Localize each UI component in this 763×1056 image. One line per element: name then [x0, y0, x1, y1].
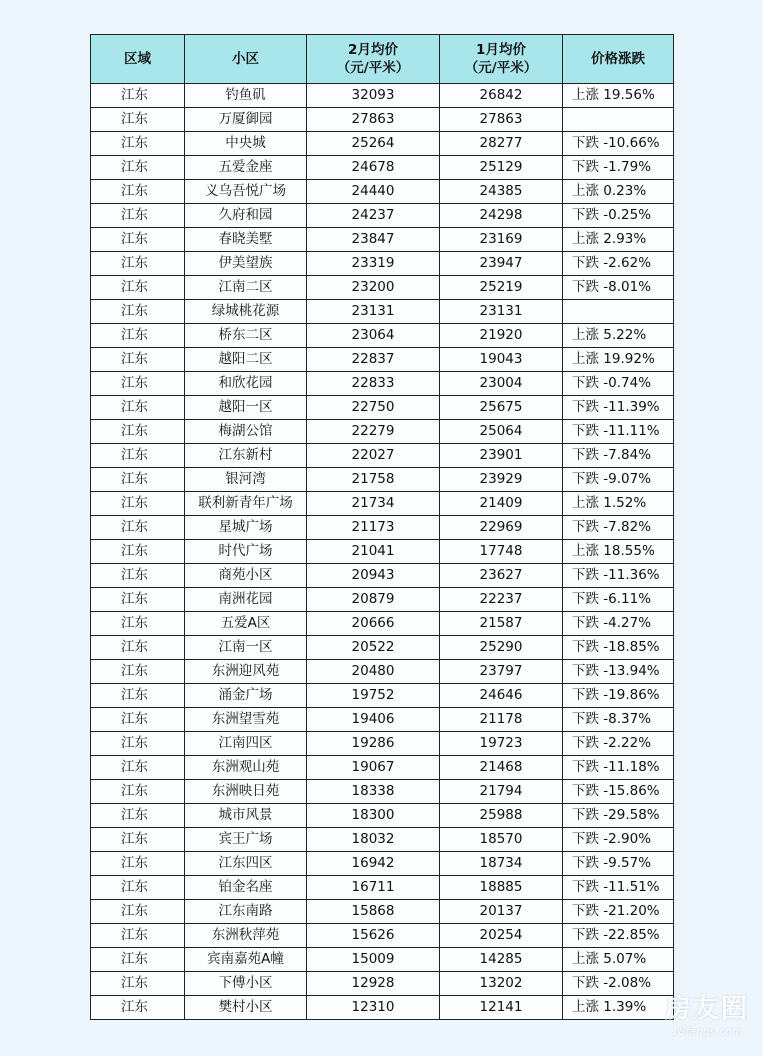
cell-community: 钓鱼矶 [185, 84, 307, 108]
table-row [91, 708, 674, 732]
cell-change: 上涨 19.92% [563, 348, 674, 372]
cell-jan-price: 21920 [440, 324, 563, 348]
cell-region: 江东 [91, 612, 185, 636]
cell-change: 上涨 1.39% [563, 996, 674, 1020]
cell-region: 江东 [91, 948, 185, 972]
cell-change: 下跌 -13.94% [563, 660, 674, 684]
table-row [91, 108, 674, 132]
cell-region: 江东 [91, 996, 185, 1020]
cell-region: 江东 [91, 228, 185, 252]
table-row [91, 468, 674, 492]
table-row [91, 300, 674, 324]
cell-jan-price: 20254 [440, 924, 563, 948]
cell-feb-price: 18338 [307, 780, 440, 804]
cell-change: 下跌 -9.57% [563, 852, 674, 876]
cell-change: 下跌 -11.11% [563, 420, 674, 444]
cell-community: 久府和园 [185, 204, 307, 228]
table-row [91, 660, 674, 684]
cell-region: 江东 [91, 180, 185, 204]
table-row [91, 132, 674, 156]
cell-feb-price: 18300 [307, 804, 440, 828]
cell-change: 下跌 -19.86% [563, 684, 674, 708]
cell-community: 中央城 [185, 132, 307, 156]
cell-region: 江东 [91, 300, 185, 324]
cell-change: 下跌 -11.18% [563, 756, 674, 780]
cell-jan-price: 23901 [440, 444, 563, 468]
cell-community: 东洲观山苑 [185, 756, 307, 780]
cell-community: 星城广场 [185, 516, 307, 540]
cell-region: 江东 [91, 492, 185, 516]
cell-change: 下跌 -4.27% [563, 612, 674, 636]
cell-jan-price: 25129 [440, 156, 563, 180]
cell-community: 江东新村 [185, 444, 307, 468]
cell-jan-price: 18570 [440, 828, 563, 852]
header-community: 小区 [185, 35, 307, 84]
cell-change: 上涨 19.56% [563, 84, 674, 108]
cell-region: 江东 [91, 252, 185, 276]
cell-jan-price: 21409 [440, 492, 563, 516]
table-row [91, 852, 674, 876]
watermark-domain: 18fangs.com [671, 1025, 743, 1038]
cell-community: 宾王广场 [185, 828, 307, 852]
table-row [91, 900, 674, 924]
cell-region: 江东 [91, 420, 185, 444]
cell-change: 上涨 5.07% [563, 948, 674, 972]
cell-feb-price: 20879 [307, 588, 440, 612]
cell-region: 江东 [91, 324, 185, 348]
cell-feb-price: 24678 [307, 156, 440, 180]
cell-community: 涌金广场 [185, 684, 307, 708]
cell-region: 江东 [91, 204, 185, 228]
table-row [91, 924, 674, 948]
cell-community: 城市风景 [185, 804, 307, 828]
cell-jan-price: 23131 [440, 300, 563, 324]
table-header-row [91, 35, 674, 84]
cell-region: 江东 [91, 396, 185, 420]
cell-jan-price: 26842 [440, 84, 563, 108]
cell-region: 江东 [91, 564, 185, 588]
cell-region: 江东 [91, 684, 185, 708]
table-row [91, 156, 674, 180]
cell-feb-price: 23319 [307, 252, 440, 276]
cell-jan-price: 23004 [440, 372, 563, 396]
cell-jan-price: 22237 [440, 588, 563, 612]
cell-feb-price: 22833 [307, 372, 440, 396]
cell-change: 上涨 18.55% [563, 540, 674, 564]
cell-region: 江东 [91, 84, 185, 108]
cell-feb-price: 20666 [307, 612, 440, 636]
cell-feb-price: 21734 [307, 492, 440, 516]
cell-change: 下跌 -2.08% [563, 972, 674, 996]
cell-jan-price: 21587 [440, 612, 563, 636]
table-row [91, 204, 674, 228]
cell-region: 江东 [91, 540, 185, 564]
cell-feb-price: 27863 [307, 108, 440, 132]
cell-region: 江东 [91, 708, 185, 732]
cell-community: 五爱金座 [185, 156, 307, 180]
cell-feb-price: 20943 [307, 564, 440, 588]
cell-region: 江东 [91, 132, 185, 156]
cell-feb-price: 19067 [307, 756, 440, 780]
table-row [91, 540, 674, 564]
cell-region: 江东 [91, 780, 185, 804]
cell-change: 上涨 0.23% [563, 180, 674, 204]
cell-jan-price: 23929 [440, 468, 563, 492]
cell-community: 南洲花园 [185, 588, 307, 612]
table-row [91, 324, 674, 348]
cell-community: 东洲秋萍苑 [185, 924, 307, 948]
cell-community: 义乌吾悦广场 [185, 180, 307, 204]
cell-region: 江东 [91, 348, 185, 372]
table-row [91, 564, 674, 588]
table-row [91, 756, 674, 780]
cell-region: 江东 [91, 276, 185, 300]
cell-feb-price: 20522 [307, 636, 440, 660]
cell-community: 江东四区 [185, 852, 307, 876]
table-row [91, 588, 674, 612]
cell-change [563, 108, 674, 132]
table-row [91, 828, 674, 852]
table-row [91, 180, 674, 204]
cell-jan-price: 21468 [440, 756, 563, 780]
cell-jan-price: 18885 [440, 876, 563, 900]
table-row [91, 804, 674, 828]
cell-community: 绿城桃花源 [185, 300, 307, 324]
cell-region: 江东 [91, 588, 185, 612]
table-row [91, 348, 674, 372]
cell-change: 下跌 -0.74% [563, 372, 674, 396]
cell-feb-price: 22750 [307, 396, 440, 420]
cell-feb-price: 24237 [307, 204, 440, 228]
cell-change: 下跌 -8.01% [563, 276, 674, 300]
cell-feb-price: 22279 [307, 420, 440, 444]
table-row [91, 492, 674, 516]
cell-community: 越阳一区 [185, 396, 307, 420]
cell-feb-price: 12310 [307, 996, 440, 1020]
cell-feb-price: 19752 [307, 684, 440, 708]
cell-feb-price: 12928 [307, 972, 440, 996]
cell-feb-price: 19286 [307, 732, 440, 756]
header-region: 区域 [91, 35, 185, 84]
cell-jan-price: 20137 [440, 900, 563, 924]
cell-change: 下跌 -0.25% [563, 204, 674, 228]
header-jan-price: 1月均价 （元/平米） [440, 35, 563, 84]
cell-community: 万厦御园 [185, 108, 307, 132]
table-row [91, 876, 674, 900]
cell-change: 下跌 -11.36% [563, 564, 674, 588]
table-row [91, 732, 674, 756]
cell-community: 江南一区 [185, 636, 307, 660]
cell-feb-price: 21173 [307, 516, 440, 540]
cell-feb-price: 23131 [307, 300, 440, 324]
cell-region: 江东 [91, 732, 185, 756]
table-row [91, 972, 674, 996]
cell-jan-price: 18734 [440, 852, 563, 876]
price-table-container [90, 34, 673, 1020]
watermark-logo-text: 房友圈 [664, 994, 749, 1024]
cell-feb-price: 21758 [307, 468, 440, 492]
cell-region: 江东 [91, 108, 185, 132]
cell-change: 下跌 -18.85% [563, 636, 674, 660]
header-change: 价格涨跌 [563, 35, 674, 84]
cell-feb-price: 16942 [307, 852, 440, 876]
cell-feb-price: 20480 [307, 660, 440, 684]
cell-community: 伊美望族 [185, 252, 307, 276]
cell-change: 下跌 -11.51% [563, 876, 674, 900]
cell-feb-price: 23064 [307, 324, 440, 348]
cell-community: 铂金名座 [185, 876, 307, 900]
cell-change: 下跌 -2.22% [563, 732, 674, 756]
cell-community: 春晓美墅 [185, 228, 307, 252]
price-table [90, 34, 674, 1020]
cell-change: 上涨 2.93% [563, 228, 674, 252]
cell-community: 联利新青年广场 [185, 492, 307, 516]
cell-community: 樊村小区 [185, 996, 307, 1020]
cell-jan-price: 25290 [440, 636, 563, 660]
cell-region: 江东 [91, 900, 185, 924]
cell-jan-price: 24298 [440, 204, 563, 228]
cell-jan-price: 25988 [440, 804, 563, 828]
cell-feb-price: 15868 [307, 900, 440, 924]
cell-change [563, 300, 674, 324]
table-row [91, 636, 674, 660]
cell-change: 下跌 -7.82% [563, 516, 674, 540]
cell-feb-price: 22027 [307, 444, 440, 468]
table-row [91, 444, 674, 468]
table-row [91, 252, 674, 276]
cell-jan-price: 27863 [440, 108, 563, 132]
cell-region: 江东 [91, 828, 185, 852]
cell-region: 江东 [91, 876, 185, 900]
cell-change: 下跌 -10.66% [563, 132, 674, 156]
cell-feb-price: 15626 [307, 924, 440, 948]
cell-jan-price: 28277 [440, 132, 563, 156]
cell-change: 下跌 -6.11% [563, 588, 674, 612]
table-row [91, 396, 674, 420]
cell-region: 江东 [91, 972, 185, 996]
cell-region: 江东 [91, 444, 185, 468]
table-row [91, 996, 674, 1020]
cell-change: 下跌 -7.84% [563, 444, 674, 468]
cell-change: 下跌 -9.07% [563, 468, 674, 492]
cell-region: 江东 [91, 660, 185, 684]
cell-community: 和欣花园 [185, 372, 307, 396]
cell-feb-price: 25264 [307, 132, 440, 156]
table-row [91, 684, 674, 708]
cell-community: 越阳二区 [185, 348, 307, 372]
cell-region: 江东 [91, 804, 185, 828]
cell-jan-price: 14285 [440, 948, 563, 972]
cell-jan-price: 23797 [440, 660, 563, 684]
cell-region: 江东 [91, 852, 185, 876]
cell-jan-price: 23627 [440, 564, 563, 588]
cell-feb-price: 22837 [307, 348, 440, 372]
cell-jan-price: 25064 [440, 420, 563, 444]
site-watermark [665, 988, 749, 1038]
cell-community: 时代广场 [185, 540, 307, 564]
cell-change: 下跌 -2.62% [563, 252, 674, 276]
cell-jan-price: 23169 [440, 228, 563, 252]
cell-jan-price: 23947 [440, 252, 563, 276]
cell-community: 江南二区 [185, 276, 307, 300]
cell-jan-price: 21178 [440, 708, 563, 732]
cell-change: 下跌 -8.37% [563, 708, 674, 732]
table-row [91, 372, 674, 396]
cell-change: 下跌 -22.85% [563, 924, 674, 948]
cell-region: 江东 [91, 924, 185, 948]
cell-region: 江东 [91, 756, 185, 780]
cell-change: 下跌 -21.20% [563, 900, 674, 924]
cell-community: 东洲迎风苑 [185, 660, 307, 684]
cell-feb-price: 19406 [307, 708, 440, 732]
table-row [91, 276, 674, 300]
cell-jan-price: 24385 [440, 180, 563, 204]
cell-feb-price: 18032 [307, 828, 440, 852]
cell-region: 江东 [91, 516, 185, 540]
table-row [91, 612, 674, 636]
cell-change: 下跌 -2.90% [563, 828, 674, 852]
table-row [91, 420, 674, 444]
cell-community: 江南四区 [185, 732, 307, 756]
cell-jan-price: 19043 [440, 348, 563, 372]
table-row [91, 516, 674, 540]
cell-community: 东洲望雪苑 [185, 708, 307, 732]
cell-community: 东洲映日苑 [185, 780, 307, 804]
cell-feb-price: 16711 [307, 876, 440, 900]
table-row [91, 84, 674, 108]
cell-community: 下傅小区 [185, 972, 307, 996]
header-feb-price: 2月均价 （元/平米） [307, 35, 440, 84]
cell-region: 江东 [91, 636, 185, 660]
cell-jan-price: 12141 [440, 996, 563, 1020]
cell-jan-price: 17748 [440, 540, 563, 564]
cell-jan-price: 21794 [440, 780, 563, 804]
cell-jan-price: 25219 [440, 276, 563, 300]
cell-community: 商苑小区 [185, 564, 307, 588]
table-row [91, 948, 674, 972]
cell-community: 江东南路 [185, 900, 307, 924]
cell-jan-price: 13202 [440, 972, 563, 996]
cell-change: 下跌 -1.79% [563, 156, 674, 180]
cell-jan-price: 24646 [440, 684, 563, 708]
cell-feb-price: 23847 [307, 228, 440, 252]
cell-feb-price: 23200 [307, 276, 440, 300]
table-row [91, 780, 674, 804]
cell-change: 下跌 -15.86% [563, 780, 674, 804]
cell-region: 江东 [91, 156, 185, 180]
table-row [91, 228, 674, 252]
cell-jan-price: 19723 [440, 732, 563, 756]
cell-change: 上涨 1.52% [563, 492, 674, 516]
cell-community: 桥东二区 [185, 324, 307, 348]
cell-change: 下跌 -11.39% [563, 396, 674, 420]
cell-jan-price: 25675 [440, 396, 563, 420]
cell-feb-price: 24440 [307, 180, 440, 204]
cell-community: 银河湾 [185, 468, 307, 492]
cell-region: 江东 [91, 468, 185, 492]
cell-jan-price: 22969 [440, 516, 563, 540]
cell-change: 上涨 5.22% [563, 324, 674, 348]
cell-community: 宾南嘉苑A幢 [185, 948, 307, 972]
cell-region: 江东 [91, 372, 185, 396]
cell-change: 下跌 -29.58% [563, 804, 674, 828]
cell-feb-price: 21041 [307, 540, 440, 564]
cell-feb-price: 15009 [307, 948, 440, 972]
cell-community: 梅湖公馆 [185, 420, 307, 444]
cell-feb-price: 32093 [307, 84, 440, 108]
cell-community: 五爱A区 [185, 612, 307, 636]
